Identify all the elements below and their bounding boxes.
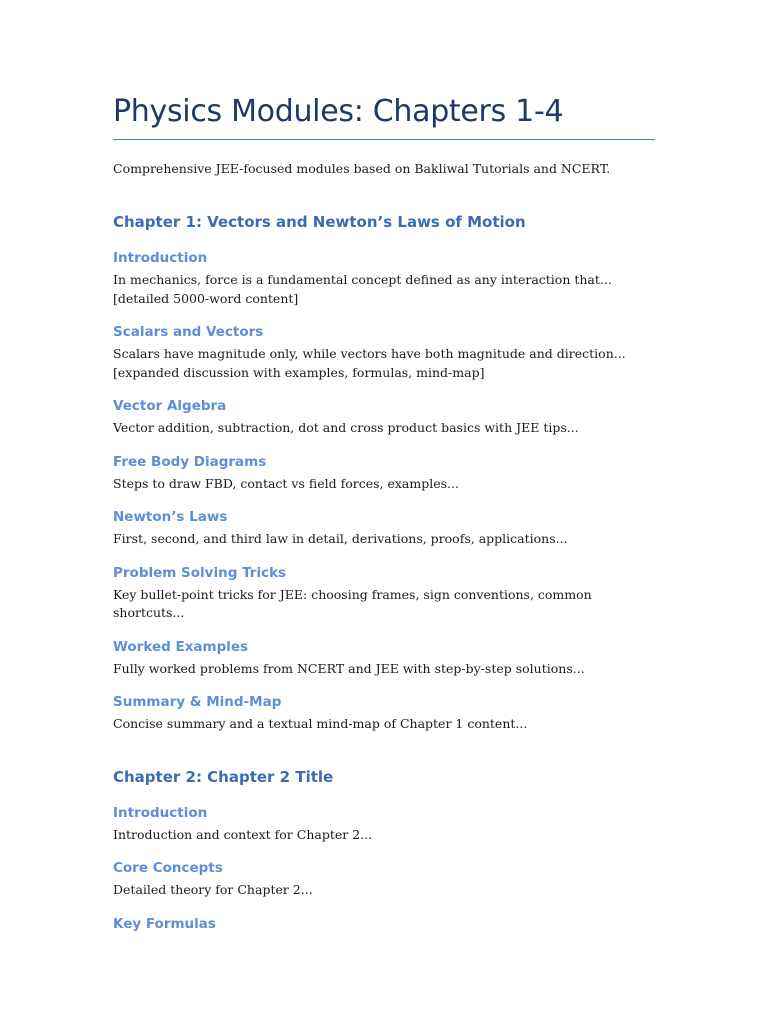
- section-worked-examples: [113, 638, 655, 679]
- section-introduction: [113, 804, 655, 845]
- section-key-formulas: [113, 915, 655, 933]
- section-text: Scalars have magnitude only, while vectors have both magnitude and direction... [expanded discussion with examples, formulas, mind-map]: [113, 346, 626, 380]
- title-underline: [113, 139, 655, 140]
- section-scalars-and-vectors: [113, 323, 655, 382]
- document-subtitle: Comprehensive JEE-focused modules based on Bakliwal Tutorials and NCERT.: [113, 161, 611, 176]
- section-heading: Scalars and Vectors: [113, 324, 264, 340]
- section-heading: Summary & Mind-Map: [113, 694, 282, 710]
- section-text: Steps to draw FBD, contact vs field forces, examples...: [113, 475, 459, 491]
- section-heading: Introduction: [113, 804, 208, 821]
- section-heading: Worked Examples: [113, 638, 249, 655]
- section-heading: Core Concepts: [113, 860, 223, 876]
- chapter-2: [113, 767, 655, 933]
- section-text: Vector addition, subtraction, dot and cross product basics with JEE tips...: [113, 420, 579, 435]
- section-text: Fully worked problems from NCERT and JEE with step-by-step solutions...: [113, 660, 585, 676]
- section-vector-algebra: [113, 397, 655, 438]
- section-heading: Introduction: [113, 250, 208, 266]
- section-introduction: [113, 249, 655, 308]
- section-heading: Newton’s Laws: [113, 509, 228, 525]
- section-text: Concise summary and a textual mind-map of Chapter 1 content...: [113, 716, 528, 731]
- chapter-heading: Chapter 2: Chapter 2 Title: [113, 767, 334, 786]
- section-core-concepts: [113, 859, 655, 900]
- chapter-heading: Chapter 1: Vectors and Newton’s Laws of Motion: [113, 213, 526, 231]
- section-free-body-diagrams: [113, 453, 655, 494]
- document-body: [113, 160, 655, 937]
- section-text: Key bullet-point tricks for JEE: choosing frames, sign conventions, common shortcuts...: [113, 586, 592, 620]
- section-problem-solving-tricks: [113, 564, 655, 623]
- section-text: Introduction and context for Chapter 2...: [113, 826, 373, 842]
- chapter-1: [113, 212, 655, 734]
- section-summary-mind-map: [113, 693, 655, 734]
- section-text: Detailed theory for Chapter 2...: [113, 882, 313, 897]
- section-newtons-laws: [113, 508, 655, 549]
- section-heading: Vector Algebra: [113, 398, 227, 414]
- section-heading: Free Body Diagrams: [113, 453, 267, 470]
- section-heading: Key Formulas: [113, 915, 216, 932]
- section-text: In mechanics, force is a fundamental concept defined as any interaction that... [detailed 5000-word content]: [113, 272, 612, 306]
- section-heading: Problem Solving Tricks: [113, 564, 287, 581]
- section-text: First, second, and third law in detail, derivations, proofs, applications...: [113, 531, 568, 546]
- document-title: Physics Modules: Chapters 1-4: [113, 94, 564, 129]
